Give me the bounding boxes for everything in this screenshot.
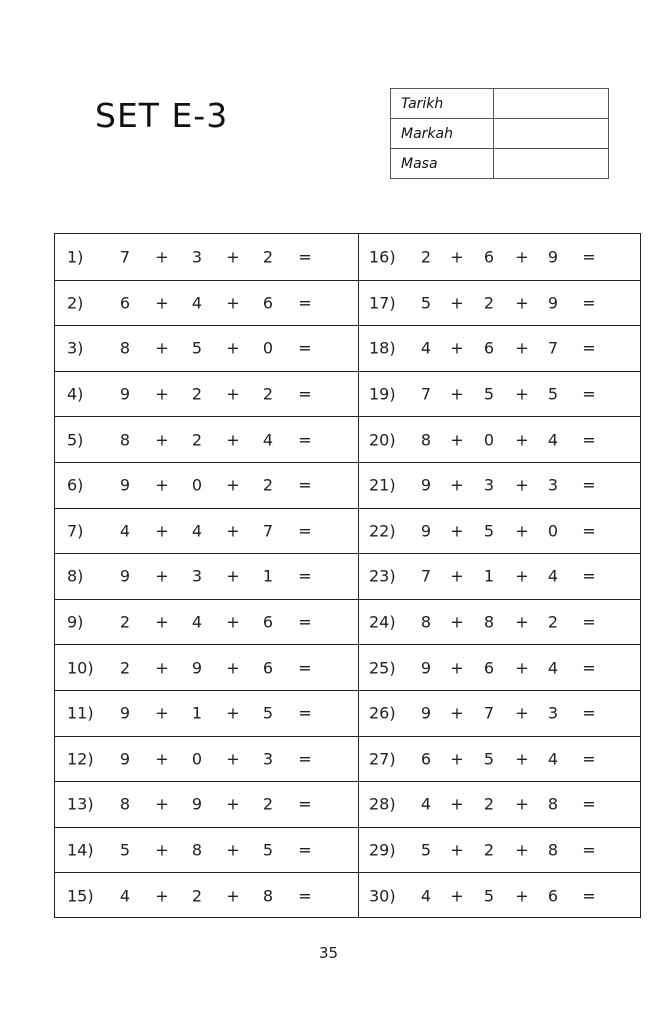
operand: 3 <box>262 749 274 769</box>
operand: 2 <box>483 840 495 860</box>
problem-item <box>55 281 640 326</box>
plus-sign: + <box>155 612 169 632</box>
operand: 2 <box>119 658 131 678</box>
plus-sign: + <box>450 430 464 450</box>
equals-sign: = <box>298 338 312 358</box>
plus-sign: + <box>226 338 240 358</box>
plus-sign: + <box>450 293 464 313</box>
problem-number: 21) <box>369 475 396 495</box>
problem-row <box>55 280 640 326</box>
operand: 2 <box>483 293 495 313</box>
plus-sign: + <box>226 794 240 814</box>
operand: 2 <box>262 247 274 267</box>
problem-row <box>55 690 640 736</box>
operand: 5 <box>262 703 274 723</box>
operand: 9 <box>119 475 131 495</box>
operand: 0 <box>191 475 203 495</box>
problem-item <box>55 873 640 918</box>
equals-sign: = <box>298 293 312 313</box>
operand: 0 <box>262 338 274 358</box>
operand: 7 <box>119 247 131 267</box>
operand: 6 <box>483 247 495 267</box>
problem-number: 27) <box>369 749 396 769</box>
plus-sign: + <box>515 430 529 450</box>
problem-item <box>55 463 640 508</box>
plus-sign: + <box>450 338 464 358</box>
plus-sign: + <box>155 886 169 906</box>
info-row-markah <box>391 119 609 149</box>
problem-item <box>55 782 640 827</box>
equals-sign: = <box>582 840 596 860</box>
plus-sign: + <box>450 703 464 723</box>
equals-sign: = <box>582 247 596 267</box>
plus-sign: + <box>155 475 169 495</box>
operand: 5 <box>420 293 432 313</box>
equals-sign: = <box>582 293 596 313</box>
problem-row <box>55 371 640 417</box>
equals-sign: = <box>582 475 596 495</box>
operand: 8 <box>547 840 559 860</box>
info-label: Tarikh <box>391 89 494 119</box>
operand: 4 <box>420 338 432 358</box>
equals-sign: = <box>298 794 312 814</box>
problem-number: 16) <box>369 247 396 267</box>
plus-sign: + <box>155 658 169 678</box>
plus-sign: + <box>450 749 464 769</box>
plus-sign: + <box>515 338 529 358</box>
info-row-masa <box>391 149 609 179</box>
plus-sign: + <box>450 658 464 678</box>
operand: 9 <box>420 521 432 541</box>
problem-number: 12) <box>67 749 94 769</box>
problem-item <box>55 691 640 736</box>
equals-sign: = <box>582 794 596 814</box>
equals-sign: = <box>582 566 596 586</box>
operand: 1 <box>262 566 274 586</box>
operand: 9 <box>420 703 432 723</box>
plus-sign: + <box>226 658 240 678</box>
operand: 4 <box>119 521 131 541</box>
problem-number: 17) <box>369 293 396 313</box>
operand: 6 <box>547 886 559 906</box>
problem-number: 14) <box>67 840 94 860</box>
operand: 4 <box>547 749 559 769</box>
operand: 6 <box>483 658 495 678</box>
operand: 7 <box>420 566 432 586</box>
plus-sign: + <box>515 794 529 814</box>
operand: 4 <box>547 430 559 450</box>
operand: 9 <box>420 658 432 678</box>
problems-table <box>54 233 641 918</box>
operand: 9 <box>119 384 131 404</box>
problem-number: 30) <box>369 886 396 906</box>
equals-sign: = <box>298 749 312 769</box>
problem-row <box>55 827 640 873</box>
plus-sign: + <box>450 384 464 404</box>
operand: 0 <box>191 749 203 769</box>
plus-sign: + <box>515 384 529 404</box>
problem-number: 13) <box>67 794 94 814</box>
plus-sign: + <box>515 293 529 313</box>
equals-sign: = <box>582 749 596 769</box>
operand: 5 <box>483 521 495 541</box>
plus-sign: + <box>226 886 240 906</box>
problem-number: 11) <box>67 703 94 723</box>
problem-number: 18) <box>369 338 396 358</box>
equals-sign: = <box>298 521 312 541</box>
operand: 3 <box>547 703 559 723</box>
operand: 4 <box>547 658 559 678</box>
problem-number: 20) <box>369 430 396 450</box>
plus-sign: + <box>515 475 529 495</box>
operand: 3 <box>191 247 203 267</box>
problem-row <box>55 872 640 918</box>
problem-item <box>55 737 640 782</box>
equals-sign: = <box>298 886 312 906</box>
plus-sign: + <box>450 566 464 586</box>
equals-sign: = <box>298 247 312 267</box>
plus-sign: + <box>226 384 240 404</box>
operand: 0 <box>483 430 495 450</box>
operand: 7 <box>483 703 495 723</box>
operand: 5 <box>547 384 559 404</box>
operand: 5 <box>119 840 131 860</box>
operand: 2 <box>483 794 495 814</box>
equals-sign: = <box>582 658 596 678</box>
plus-sign: + <box>155 521 169 541</box>
problem-row <box>55 325 640 371</box>
operand: 9 <box>191 794 203 814</box>
plus-sign: + <box>155 338 169 358</box>
equals-sign: = <box>582 703 596 723</box>
info-value-field[interactable] <box>494 119 609 149</box>
operand: 6 <box>483 338 495 358</box>
operand: 6 <box>262 293 274 313</box>
operand: 8 <box>191 840 203 860</box>
problem-row <box>55 553 640 599</box>
operand: 2 <box>191 384 203 404</box>
problem-row <box>55 234 640 280</box>
operand: 6 <box>420 749 432 769</box>
info-label: Markah <box>391 119 494 149</box>
plus-sign: + <box>515 247 529 267</box>
problem-number: 7) <box>67 521 84 541</box>
problem-number: 4) <box>67 384 84 404</box>
operand: 8 <box>119 794 131 814</box>
operand: 2 <box>119 612 131 632</box>
plus-sign: + <box>515 521 529 541</box>
operand: 3 <box>191 566 203 586</box>
operand: 5 <box>262 840 274 860</box>
page-number: 35 <box>318 944 339 962</box>
worksheet-title: SET E-3 <box>95 96 229 135</box>
operand: 9 <box>119 566 131 586</box>
problem-number: 19) <box>369 384 396 404</box>
plus-sign: + <box>155 566 169 586</box>
operand: 8 <box>547 794 559 814</box>
operand: 9 <box>420 475 432 495</box>
operand: 6 <box>262 658 274 678</box>
plus-sign: + <box>450 794 464 814</box>
equals-sign: = <box>582 384 596 404</box>
equals-sign: = <box>582 612 596 632</box>
plus-sign: + <box>155 703 169 723</box>
equals-sign: = <box>298 384 312 404</box>
plus-sign: + <box>155 794 169 814</box>
problem-item <box>55 417 640 462</box>
operand: 5 <box>191 338 203 358</box>
equals-sign: = <box>298 840 312 860</box>
plus-sign: + <box>226 612 240 632</box>
equals-sign: = <box>298 566 312 586</box>
operand: 8 <box>262 886 274 906</box>
operand: 2 <box>191 430 203 450</box>
plus-sign: + <box>450 247 464 267</box>
plus-sign: + <box>450 521 464 541</box>
operand: 9 <box>119 703 131 723</box>
operand: 8 <box>483 612 495 632</box>
plus-sign: + <box>515 566 529 586</box>
problem-number: 15) <box>67 886 94 906</box>
operand: 5 <box>483 749 495 769</box>
plus-sign: + <box>515 749 529 769</box>
plus-sign: + <box>450 840 464 860</box>
equals-sign: = <box>582 886 596 906</box>
operand: 2 <box>547 612 559 632</box>
equals-sign: = <box>582 521 596 541</box>
plus-sign: + <box>515 612 529 632</box>
problem-row <box>55 416 640 462</box>
operand: 7 <box>420 384 432 404</box>
problem-number: 22) <box>369 521 396 541</box>
operand: 4 <box>191 293 203 313</box>
operand: 9 <box>547 247 559 267</box>
problem-number: 1) <box>67 247 84 267</box>
info-value-field[interactable] <box>494 149 609 179</box>
info-value-field[interactable] <box>494 89 609 119</box>
operand: 8 <box>119 430 131 450</box>
problem-item <box>55 234 640 280</box>
operand: 4 <box>547 566 559 586</box>
problem-row <box>55 599 640 645</box>
operand: 5 <box>483 384 495 404</box>
problem-number: 3) <box>67 338 84 358</box>
problem-number: 9) <box>67 612 84 632</box>
operand: 6 <box>119 293 131 313</box>
operand: 7 <box>547 338 559 358</box>
problem-item <box>55 600 640 645</box>
operand: 6 <box>262 612 274 632</box>
equals-sign: = <box>582 338 596 358</box>
operand: 3 <box>547 475 559 495</box>
plus-sign: + <box>515 840 529 860</box>
plus-sign: + <box>226 566 240 586</box>
operand: 5 <box>483 886 495 906</box>
operand: 4 <box>262 430 274 450</box>
plus-sign: + <box>155 293 169 313</box>
operand: 2 <box>262 475 274 495</box>
problem-item <box>55 554 640 599</box>
problem-item <box>55 828 640 873</box>
problem-number: 6) <box>67 475 84 495</box>
equals-sign: = <box>298 658 312 678</box>
problem-number: 23) <box>369 566 396 586</box>
operand: 4 <box>420 886 432 906</box>
operand: 2 <box>262 384 274 404</box>
operand: 2 <box>191 886 203 906</box>
plus-sign: + <box>226 749 240 769</box>
problem-number: 10) <box>67 658 94 678</box>
operand: 4 <box>191 521 203 541</box>
plus-sign: + <box>155 840 169 860</box>
operand: 9 <box>547 293 559 313</box>
problem-number: 26) <box>369 703 396 723</box>
operand: 8 <box>420 612 432 632</box>
plus-sign: + <box>226 521 240 541</box>
problem-row <box>55 644 640 690</box>
problem-row <box>55 736 640 782</box>
plus-sign: + <box>450 612 464 632</box>
plus-sign: + <box>450 475 464 495</box>
plus-sign: + <box>226 293 240 313</box>
info-label: Masa <box>391 149 494 179</box>
problem-row <box>55 508 640 554</box>
plus-sign: + <box>226 840 240 860</box>
problem-number: 28) <box>369 794 396 814</box>
operand: 8 <box>119 338 131 358</box>
problem-number: 2) <box>67 293 84 313</box>
plus-sign: + <box>155 749 169 769</box>
operand: 1 <box>483 566 495 586</box>
plus-sign: + <box>450 886 464 906</box>
plus-sign: + <box>226 703 240 723</box>
problem-row <box>55 781 640 827</box>
operand: 7 <box>262 521 274 541</box>
plus-sign: + <box>515 703 529 723</box>
operand: 9 <box>119 749 131 769</box>
plus-sign: + <box>226 430 240 450</box>
operand: 2 <box>420 247 432 267</box>
problem-item <box>55 509 640 554</box>
operand: 4 <box>119 886 131 906</box>
problem-item <box>55 326 640 371</box>
operand: 2 <box>262 794 274 814</box>
operand: 0 <box>547 521 559 541</box>
operand: 8 <box>420 430 432 450</box>
operand: 4 <box>420 794 432 814</box>
operand: 9 <box>191 658 203 678</box>
problem-item <box>55 645 640 690</box>
equals-sign: = <box>298 612 312 632</box>
equals-sign: = <box>298 430 312 450</box>
problem-number: 5) <box>67 430 84 450</box>
operand: 3 <box>483 475 495 495</box>
info-box <box>390 88 609 179</box>
problem-number: 24) <box>369 612 396 632</box>
operand: 4 <box>191 612 203 632</box>
equals-sign: = <box>582 430 596 450</box>
problem-number: 25) <box>369 658 396 678</box>
plus-sign: + <box>155 384 169 404</box>
info-row-tarikh <box>391 89 609 119</box>
plus-sign: + <box>515 886 529 906</box>
plus-sign: + <box>155 247 169 267</box>
plus-sign: + <box>226 247 240 267</box>
operand: 5 <box>420 840 432 860</box>
problem-number: 8) <box>67 566 84 586</box>
problem-number: 29) <box>369 840 396 860</box>
plus-sign: + <box>515 658 529 678</box>
plus-sign: + <box>155 430 169 450</box>
equals-sign: = <box>298 475 312 495</box>
operand: 1 <box>191 703 203 723</box>
equals-sign: = <box>298 703 312 723</box>
plus-sign: + <box>226 475 240 495</box>
problem-row <box>55 462 640 508</box>
problem-item <box>55 372 640 417</box>
